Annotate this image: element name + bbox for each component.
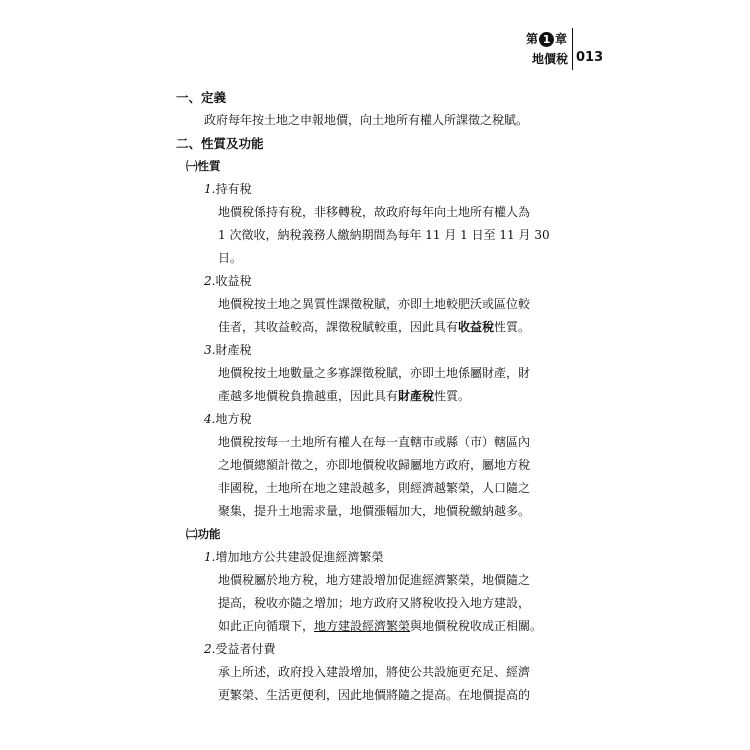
item-number: 1. [204,182,216,196]
subsection-heading-function: ㈡功能 [186,527,221,541]
paragraph-line [218,615,588,638]
underlined-term: 地方建設經濟繁榮 [314,619,411,633]
item-title: 收益稅 [215,274,252,288]
paragraph-line: 提高，稅收亦隨之增加；地方政府又將稅收投入地方建設， [218,596,531,610]
definition-text: 政府每年按土地之申報地價，向土地所有權人所課徵之稅賦。 [204,113,529,127]
item-title: 持有稅 [215,182,252,196]
item-number: 2. [204,642,216,656]
item-number: 1. [204,550,216,564]
section-heading-definition: 一、定義 [176,90,227,105]
emphasis-term: 收益稅 [458,320,495,334]
paragraph-line: 之地價總額計徵之，亦即地價稅收歸屬地方政府，屬地方稅 [218,458,531,472]
subsection-heading-nature: ㈠性質 [186,159,221,173]
item-heading [204,270,588,293]
item-heading [204,178,588,201]
paragraph-line: 日。 [218,251,243,265]
page-number: 013 [576,50,604,65]
paragraph-line: 地價稅按土地之異質性課徵稅賦，亦即土地較肥沃或區位較 [218,297,531,311]
paragraph-line: 地價稅按每一土地所有權人在每一直轄市或縣（市）轄區內 [218,435,531,449]
chapter-suffix: 章 [555,32,568,46]
chapter-prefix: 第 [526,32,539,46]
item-number: 3. [204,343,216,357]
running-header [500,28,610,78]
text-run: 與地價稅稅收成正相關。 [410,619,543,633]
text-run: 產越多地價稅負擔越重，因此具有 [218,389,399,403]
item-title: 財產稅 [215,343,252,357]
paragraph-line: 聚集，提升土地需求量，地價漲幅加大，地價稅繳納越多。 [218,504,531,518]
section-heading-nature: 二、性質及功能 [176,136,264,151]
paragraph-line: 地價稅按土地數量之多寡課徵稅賦，亦即土地係屬財產，財 [218,366,531,380]
chapter-badge [526,30,567,47]
emphasis-term: 財產稅 [398,389,435,403]
item-heading [204,638,588,661]
chapter-number: 1 [539,32,554,47]
item-title: 地方稅 [215,412,252,426]
paragraph-line: 更繁榮、生活更便利，因此地價將隨之提高。在地價提高的 [218,688,531,702]
item-title: 受益者付費 [215,642,276,656]
text-run: 性質。 [494,320,531,334]
item-number: 4. [204,412,216,426]
item-number: 2. [204,274,216,288]
paragraph-line: 承上所述，政府投入建設增加，將使公共設施更充足、經濟 [218,665,531,679]
paragraph-line: 非國稅，土地所在地之建設越多，則經濟越繁榮，人口隨之 [218,481,531,495]
text-run: 性質。 [434,389,471,403]
chapter-name: 地價稅 [532,52,569,66]
item-heading [204,546,588,569]
item-heading [204,408,588,431]
paragraph-line: 地價稅屬於地方稅，地方建設增加促進經濟繁榮，地價隨之 [218,573,531,587]
page-body [168,86,588,707]
text-run: 佳者，其收益較高，課徵稅賦較重，因此具有 [218,320,459,334]
paragraph-line: 1 次徵收，納稅義務人繳納期間為每年 11 月 1 日至 11 月 30 [218,228,550,242]
item-title: 增加地方公共建設促進經濟繁榮 [215,550,384,564]
text-run: 如此正向循環下， [218,619,315,633]
item-heading [204,339,588,362]
paragraph-line [218,316,588,339]
paragraph-line: 地價稅係持有稅，非移轉稅，故政府每年向土地所有權人為 [218,205,531,219]
paragraph-line [218,385,588,408]
header-divider [572,28,573,70]
